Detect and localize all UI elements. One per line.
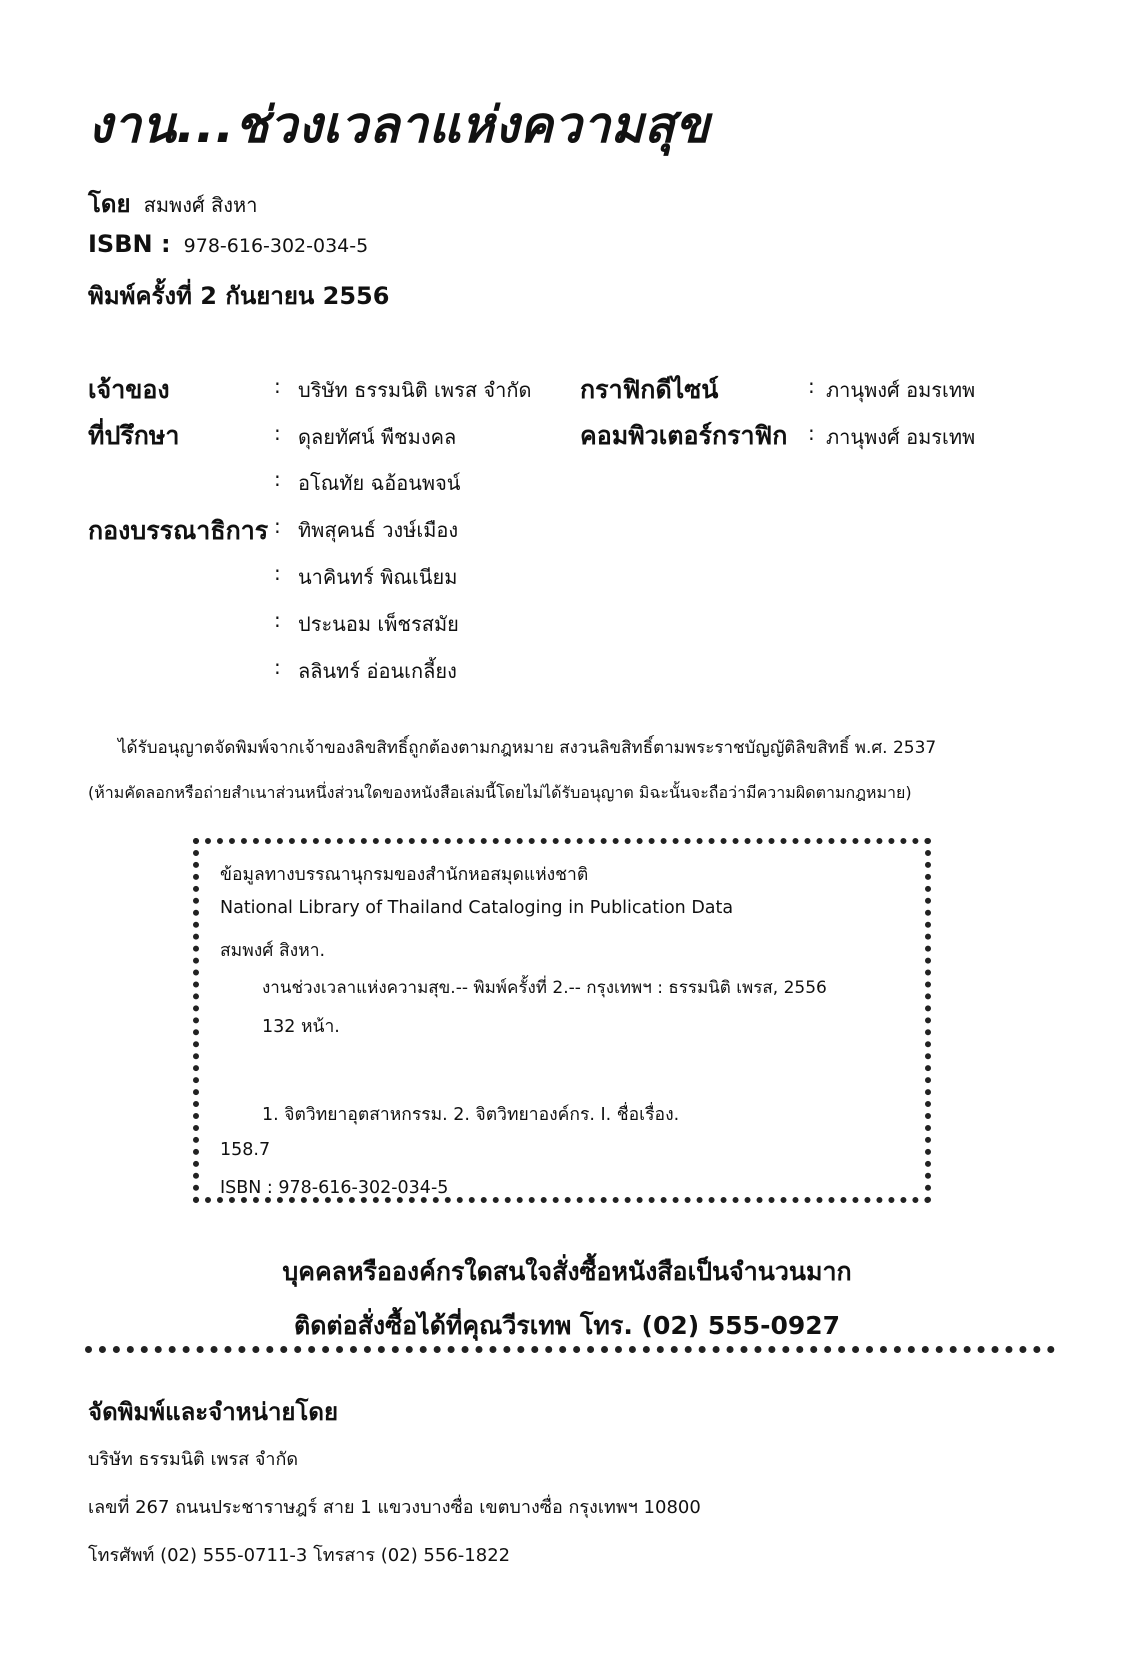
editor-value-3: ประนอม เพ็ชรสมัย — [298, 612, 459, 636]
cip-imprint: งานช่วงเวลาแห่งความสุข.-- พิมพ์ครั้งที่ 2.-- กรุงเทพฯ : ธรรมนิติ เพรส, 2556 — [262, 978, 827, 998]
edition-line: พิมพ์ครั้งที่ 2 กันยายน 2556 — [88, 282, 390, 310]
colon: : — [808, 374, 815, 398]
isbn-value: 978-616-302-034-5 — [183, 235, 369, 257]
advisor-value-1: ดุลยทัศน์ พืชมงคล — [298, 425, 457, 449]
publisher-name: บริษัท ธรรมนิติ เพรส จำกัด — [88, 1449, 299, 1470]
cip-heading-en: National Library of Thailand Cataloging in Publication Data — [220, 898, 734, 918]
computer-graphic-label: คอมพิวเตอร์กราฟิก — [580, 421, 788, 450]
colon: : — [274, 561, 281, 585]
author-name: สมพงศ์ สิงหา — [143, 193, 258, 217]
owner-value: บริษัท ธรรมนิติ เพรส จำกัด — [298, 378, 532, 402]
copyright-notice-1: ได้รับอนุญาตจัดพิมพ์จากเจ้าของลิขสิทธิ์ถูกต้องตามกฎหมาย สงวนลิขสิทธิ์ตามพระราชบัญญัติลิขสิทธิ์ พ.ศ. 2537 — [118, 738, 937, 758]
advisor-label: ที่ปรึกษา — [88, 421, 180, 450]
publisher-phone: โทรศัพท์ (02) 555-0711-3 โทรสาร (02) 556-1822 — [88, 1545, 511, 1566]
cip-heading-th: ข้อมูลทางบรรณานุกรมของสำนักหอสมุดแห่งชาติ — [220, 865, 589, 885]
colon: : — [274, 374, 281, 398]
bulk-order-line-2: ติดต่อสั่งซื้อได้ที่คุณวีรเทพ โทร. (02) 555-0927 — [293, 1311, 841, 1340]
isbn-label: ISBN : — [88, 230, 171, 258]
graphic-design-value: ภานุพงศ์ อมรเทพ — [826, 378, 976, 402]
colon: : — [274, 608, 281, 632]
copyright-notice-2: (ห้ามคัดลอกหรือถ่ายสำเนาส่วนหนึ่งส่วนใดของหนังสือเล่มนี้โดยไม่ได้รับอนุญาต มิฉะนั้นจะถือว่ามีความผิดตามกฎหมาย) — [88, 783, 912, 802]
colon: : — [808, 421, 815, 445]
cip-pages: 132 หน้า. — [262, 1017, 340, 1037]
isbn-line — [88, 230, 368, 258]
cip-isbn: ISBN : 978-616-302-034-5 — [220, 1178, 449, 1198]
by-label: โดย — [88, 190, 131, 218]
owner-label: เจ้าของ — [88, 375, 170, 404]
editor-value-2: นาคินทร์ พิณเนียม — [298, 565, 458, 589]
cip-subjects: 1. จิตวิทยาอุตสาหกรรม. 2. จิตวิทยาองค์กร. I. ชื่อเรื่อง. — [262, 1105, 680, 1125]
colon: : — [274, 514, 281, 538]
book-title: งาน...ช่วงเวลาแห่งความสุข — [88, 96, 710, 154]
author-line — [88, 184, 257, 223]
bulk-order-line-1: บุคคลหรือองค์กรใดสนใจสั่งซื้อหนังสือเป็นจำนวนมาก — [282, 1257, 852, 1286]
computer-graphic-value: ภานุพงศ์ อมรเทพ — [826, 425, 976, 449]
dotted-divider — [85, 1346, 1055, 1353]
cip-author: สมพงศ์ สิงหา. — [220, 941, 326, 961]
publisher-heading: จัดพิมพ์และจำหน่ายโดย — [88, 1398, 339, 1426]
editor-value-4: ลลินทร์ อ่อนเกลี้ยง — [298, 659, 457, 683]
colon: : — [274, 467, 281, 491]
editor-value-1: ทิพสุคนธ์ วงษ์เมือง — [298, 518, 459, 542]
publisher-address: เลขที่ 267 ถนนประชาราษฎร์ สาย 1 แขวงบางซื่อ เขตบางซื่อ กรุงเทพฯ 10800 — [88, 1497, 701, 1518]
cip-classification: 158.7 — [220, 1140, 271, 1160]
editorial-label: กองบรรณาธิการ — [88, 516, 269, 545]
colon: : — [274, 655, 281, 679]
advisor-value-2: อโณทัย ฉอ้อนพจน์ — [298, 471, 461, 495]
graphic-design-label: กราฟิกดีไซน์ — [580, 375, 719, 404]
colon: : — [274, 421, 281, 445]
